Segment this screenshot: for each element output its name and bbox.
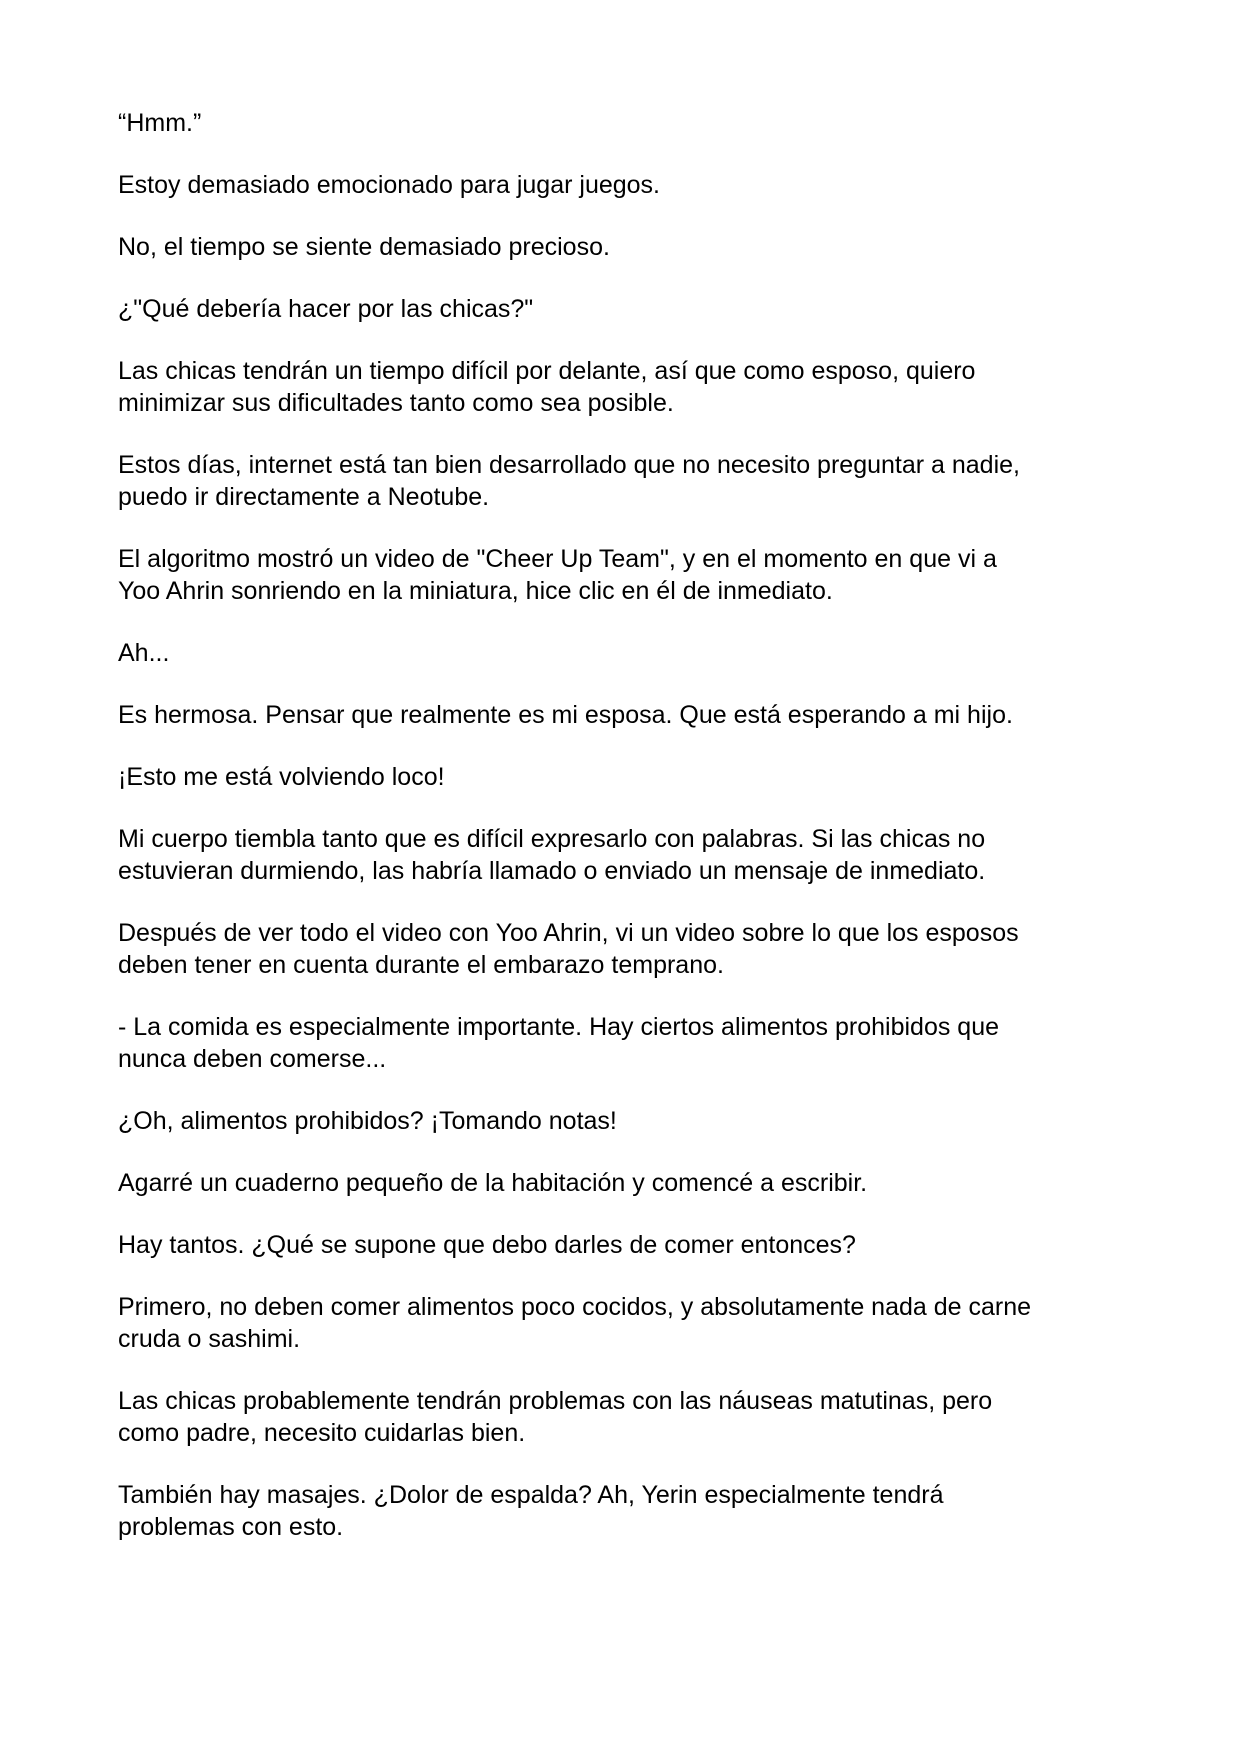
paragraph: ¿"Qué debería hacer por las chicas?" bbox=[118, 295, 534, 323]
paragraph: Estos días, internet está tan bien desarrollado que no necesito preguntar a nadie, puedo ir directamente a Neotube. bbox=[118, 451, 1020, 511]
paragraph: Hay tantos. ¿Qué se supone que debo darles de comer entonces? bbox=[118, 1231, 856, 1259]
paragraph: Las chicas probablemente tendrán problemas con las náuseas matutinas, pero como padre, necesito cuidarlas bien. bbox=[118, 1387, 993, 1447]
document-page bbox=[118, 107, 1128, 1573]
paragraph: Ah... bbox=[118, 639, 170, 667]
paragraph: El algoritmo mostró un video de "Cheer Up Team", y en el momento en que vi a Yoo Ahrin sonriendo en la miniatura, hice clic en él de inmediato. bbox=[118, 545, 997, 605]
paragraph: No, el tiempo se siente demasiado precioso. bbox=[118, 233, 610, 261]
paragraph: ¡Esto me está volviendo loco! bbox=[118, 763, 445, 791]
paragraph: ¿Oh, alimentos prohibidos? ¡Tomando notas! bbox=[118, 1107, 617, 1135]
paragraph: “Hmm.” bbox=[118, 109, 202, 137]
paragraph: Es hermosa. Pensar que realmente es mi esposa. Que está esperando a mi hijo. bbox=[118, 701, 1013, 729]
paragraph: Agarré un cuaderno pequeño de la habitación y comencé a escribir. bbox=[118, 1169, 868, 1197]
paragraph: Las chicas tendrán un tiempo difícil por delante, así que como esposo, quiero minimizar sus dificultades tanto como sea posible. bbox=[118, 357, 976, 417]
paragraph: Después de ver todo el video con Yoo Ahrin, vi un video sobre lo que los esposos deben tener en cuenta durante el embarazo temprano. bbox=[118, 919, 1019, 979]
paragraph: También hay masajes. ¿Dolor de espalda? Ah, Yerin especialmente tendrá problemas con esto. bbox=[118, 1481, 944, 1541]
paragraph: Primero, no deben comer alimentos poco cocidos, y absolutamente nada de carne cruda o sashimi. bbox=[118, 1293, 1032, 1353]
paragraph: Estoy demasiado emocionado para jugar juegos. bbox=[118, 171, 661, 199]
paragraph: Mi cuerpo tiembla tanto que es difícil expresarlo con palabras. Si las chicas no estuvieran durmiendo, las habría llamado o enviado un mensaje de inmediato. bbox=[118, 825, 986, 885]
paragraph: - La comida es especialmente importante. Hay ciertos alimentos prohibidos que nunca deben comerse... bbox=[118, 1013, 1000, 1073]
